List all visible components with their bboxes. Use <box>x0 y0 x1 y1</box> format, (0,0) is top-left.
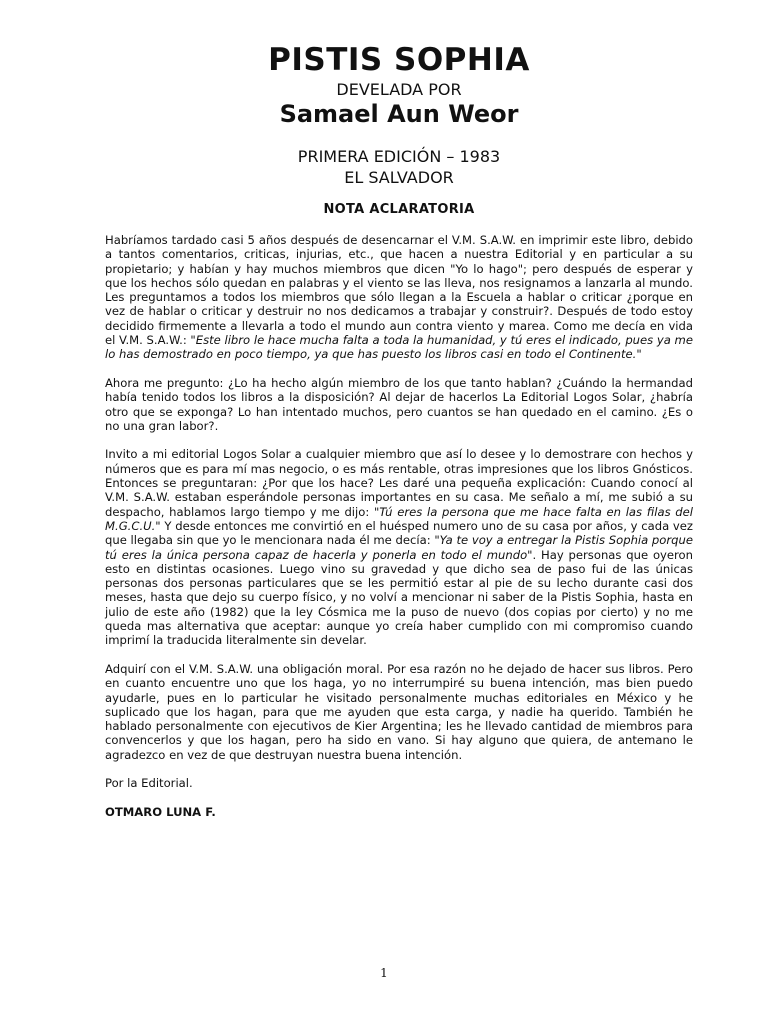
paragraph-text: Y desde entonces me convirtió en el huésped numero uno de su casa por años, y cada vez que llegaba sin que yo le mencionara nada él me decía: <box>105 518 693 548</box>
document-body <box>105 233 693 833</box>
closing-line: Por la Editorial. <box>105 776 193 791</box>
signature: OTMARO LUNA F. <box>105 804 216 819</box>
paragraph-text: Habríamos tardado casi 5 años después de desencarnar el V.M. S.A.W. en imprimir este libro, debido a tantos comentarios, criticas, injurias, etc., que hacen a nuestra Editorial y en particular a su propietario; y habían y hay muchos miembros que dicen "Yo lo hago"; pero después de esperar y que los hechos sólo quedan en palabras y el viento se las lleva, nos resignamos a lanzarla al mundo. Les preguntamos a todos los miembros que sólo llegan a la Escuela a hablar o criticar ¿porque en vez de hablar o criticar y destruir no nos dedicamos a trabajar y construir?. Después de todo estoy decidido firmemente a llevarla a todo el mundo aun contra viento y marea. Como me decía en vida el V.M. S.A.W.: <box>105 233 693 348</box>
paragraph-2: Ahora me pregunto: ¿Lo ha hecho algún miembro de los que tanto hablan? ¿Cuándo la hermandad había tenido todos los libros a la disposición? Al dejar de hacerlos La Editorial Logos Solar, ¿habría otro que se exponga? Lo han intentado muchos, pero cuantos se han quedado en el camino. ¿Es o no una gran labor?. <box>105 375 693 433</box>
quote-text: "Este libro le hace mucha falta a toda la humanidad, y tú eres el indicado, pues ya me lo has demostrado en poco tiempo, ya que has puesto los libros casi en todo el Continente." <box>105 333 693 362</box>
section-heading: NOTA ACLARATORIA <box>323 202 475 217</box>
edition-place: EL SALVADOR <box>344 168 454 187</box>
edition-line: PRIMERA EDICIÓN – 1983 <box>297 147 501 166</box>
quote-text: "Tú eres la persona que me hace falta en las filas del M.G.C.U." <box>105 504 694 533</box>
paragraph-1 <box>105 233 693 362</box>
book-subtitle: DEVELADA POR <box>336 80 462 99</box>
book-title: PISTIS SOPHIA <box>268 42 530 78</box>
edition-info <box>105 146 693 188</box>
paragraph-text: Invito a mi editorial Logos Solar a cualquier miembro que así lo desee y lo demostrare con hechos y números que es para mí mas negocio, o es más rentable, otras impresiones que los libros Gnósticos. Entonces se preguntaran: ¿Por que los hace? Les daré una pequeña explicación: Cuando conocí al V.M. S.A.W. estaban esperándole personas importantes en su casa. Me señalo a mí, me subió a su despacho, hablamos largo tiempo y me dijo: <box>105 447 693 519</box>
page-number: 1 <box>380 966 388 980</box>
book-author: Samael Aun Weor <box>279 100 519 128</box>
quote-text: "Ya te voy a entregar la Pistis Sophia porque tú eres la única persona capaz de hacerla y ponerla en todo el mundo" <box>105 533 693 562</box>
paragraph-text: . Hay personas que oyeron esto en distintas ocasiones. Luego vino su gravedad y que dicho sea de paso fui de las únicas personas dos personas particulares que se les permitió estar al pie de su lecho durante casi dos meses, hasta que dejo su cuerpo físico, y no volví a mencionar ni saber de la Pistis Sophia, hasta en julio de este año (1982) que la ley Cósmica me la puso de nuevo (dos copias por cierto) y no me queda mas alternativa que aceptar: aunque yo creía haber cumplido con mi compromiso cuando imprimí la traducida literalmente sin develar. <box>105 547 693 648</box>
paragraph-4: Adquirí con el V.M. S.A.W. una obligación moral. Por esa razón no he dejado de hacer sus libros. Pero en cuanto encuentre uno que los haga, yo no interrumpiré su buena intención, mas bien puedo ayudarle, pues en lo particular he visitado personalmente muchas editoriales en México y he suplicado que los hagan, para que me ayuden que esta carga, y nadie ha querido. También he hablado personalmente con ejecutivos de Kier Argentina; les he llevado cantidad de miembros para convencerlos y que los hagan, pero ha sido en vano. Si hay alguno que quiera, de antemano le agradezco en vez de que destruyan nuestra buena intención. <box>105 661 693 762</box>
paragraph-3 <box>105 447 693 647</box>
